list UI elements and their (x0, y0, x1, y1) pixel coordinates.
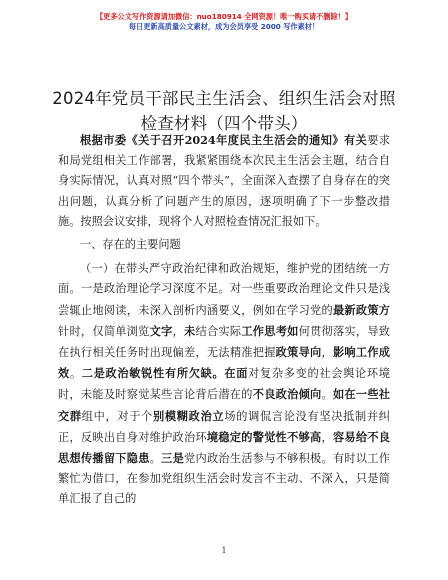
document-title-line-1: 2024年党员干部民主生活会、组织生活会对照 (52, 89, 396, 108)
text-run: 组中，对于个 (81, 409, 154, 423)
text-run-bold: 二是政治敏锐性有所欠缺。在面 (81, 366, 249, 381)
section-heading: 一、存在的主要问题 (80, 238, 181, 252)
text-run-bold: 容易给不良思想传播留下隐患 (58, 429, 390, 466)
text-run: ， (172, 324, 185, 338)
text-run: ， (321, 346, 333, 360)
text-run: 场的调侃言论没有坚决抵制并纠正，反映出自身对维护政治环 (58, 409, 390, 444)
text-run-bold: 文字 (149, 323, 173, 338)
text-run: （一）在带头严守政治纪律和政治规矩，维护党的团结统一方面。一是政治理论学习深度不足。对一些重要政治理论文件只是浅尝辄止地阅读，未深入剖析内涵要义，例如在学习党的 (58, 262, 390, 317)
text-run: 针时，仅简单浏览 (58, 324, 150, 338)
text-run: 对复杂多变的社会舆论环境时，未能及时察觉某些言论背后潜在的 (58, 367, 390, 402)
intro-lead: 根据市委《关于召开2024年度民主生活会的通知》有关 (80, 133, 368, 147)
document-title-line-2: 检查材料（四个带头） (140, 114, 308, 133)
problem-paragraph (58, 259, 390, 509)
text-run-bold: 三是 (161, 451, 185, 466)
document-title (40, 86, 408, 136)
text-run: 何贯彻落实，导致在执行相关任务时出现偏差，无法精准把握 (58, 324, 390, 360)
text-run-bold: 别模糊政治立 (153, 408, 225, 423)
header-banner (0, 12, 448, 32)
banner-line-update: 每日更新高质量公文素材，成为会员享受 2000 写作素材！ (128, 22, 320, 31)
text-run: 结合实际 (195, 324, 242, 338)
text-run-bold: 影响工作成效 (58, 345, 390, 381)
text-run-bold: 如在一些社交群 (58, 387, 390, 423)
text-run-bold: 境稳定的警觉性不够高 (206, 429, 322, 444)
text-run: 。 (69, 367, 82, 381)
text-run: ， (321, 430, 333, 444)
text-run-bold: 最新政策方 (332, 302, 390, 317)
intro-body: 要求和局党组相关工作部署，我紧紧围绕本次民主生活会主题，结合自身实际情况，认真对照“四个带头”，全面深入查摆了自身存在的突出问题，认真分析了问题产生的原因，逐项明确了下一步整改措施。按照会议安排，现将个人对照检查情况汇报如下。 (58, 134, 390, 228)
text-run: 。 (149, 452, 162, 466)
document-body (58, 130, 390, 510)
text-run-bold: 政策导向 (275, 345, 322, 360)
page-number: 1 (221, 546, 227, 555)
banner-line-promo: 【更多公文写作资源请加微信：nuo180914 全网资源！唯一购买请不删除！】 (95, 12, 353, 21)
text-run-bold: 未 (184, 323, 196, 338)
text-run: 党内政治生活参与不够积极。有时以工作繁忙为借口，在参加党组织生活会时发言不主动、不深入，只是简单汇报了自己的 (58, 452, 390, 506)
text-run: 。 (321, 388, 333, 402)
text-run-bold: 不良政治倾向 (252, 387, 322, 402)
intro-paragraph (58, 130, 390, 232)
text-run-bold: 工作思考如 (241, 323, 299, 338)
